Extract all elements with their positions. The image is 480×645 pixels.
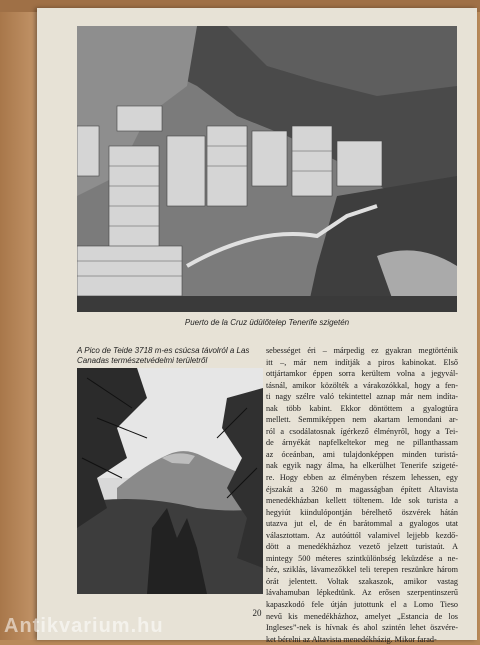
text-line: órát jelentett. Voltak szakaszok, amikor vastag <box>266 576 458 586</box>
photo2-caption: A Pico de Teide 3718 m-es csúcsa távolról a Las Canadas természetvédelmi területről <box>77 346 250 365</box>
text-line: nak több kabint. Ekkor döntöttem a gyalogtúra <box>266 403 458 413</box>
mountain-pines-photo <box>77 368 263 594</box>
text-line: az óceánban, ami tulajdonképpen minden turistá- <box>266 449 458 459</box>
text-line: menedékházban kellett töltenem. Ide sok turista a <box>266 496 458 506</box>
text-line: ottjártamkor éppen sorra kerültem volna a jegyvál- <box>266 369 458 379</box>
text-line: kapaszkodó fele útján jutottunk el a Lomo Tieso <box>266 600 458 610</box>
background-surface <box>0 0 40 640</box>
text-line: hegyiút kiindulópontján bérelhető öszvérek hátán <box>266 507 458 517</box>
text-line: de árnyékát napfelkeltekor meg ne pillanthassam <box>266 438 458 448</box>
text-line: mintegy 500 méteres szintkülönbség leküzdése a ne- <box>266 553 458 563</box>
text-line: itt –, már nem indítják a piros kabinokat. Első <box>266 357 458 367</box>
photo1-caption: Puerto de la Cruz üdülőtelep Tenerife szigetén <box>184 318 350 327</box>
text-line: Ingleses”-nek is hívnak és ahol szintén lehet öszvére- <box>266 623 458 633</box>
city-coast-photo <box>77 26 457 312</box>
watermark: Antikvarium.hu <box>4 615 164 637</box>
page-number: 20 <box>252 608 262 618</box>
text-line: ti nagy szélre való tekintettel aznap már nem indíta- <box>266 392 458 402</box>
text-line: nak egyik nagy álma, ha elkerülhet Tenerife szigeté- <box>266 461 458 471</box>
article-body <box>266 345 458 645</box>
text-line: utazva jut el, de én barátommal a gyalogos utat <box>266 519 458 529</box>
photo-pico-de-teide <box>77 368 263 594</box>
text-line: tásnál, amikor közölték a várakozókkal, hogy a fen- <box>266 380 458 390</box>
text-line: mellett. Semmiképpen nem akartam lemondani ar- <box>266 415 458 425</box>
text-line: nevű kis menedékházhoz, amelyet „Estancia de los <box>266 611 458 621</box>
text-line: re. Hogy ebben az élményben részem lehessen, egy <box>266 473 458 483</box>
text-line: lávahamuban lépkedtünk. Az erősen szerpentinszerű <box>266 588 458 598</box>
text-line: választottam. Az autóúttól valamivel lejjebb kezdő- <box>266 530 458 540</box>
text-line: ket bérelni az Altavista menedékházig. Mikor farad- <box>266 634 437 644</box>
text-line: éjszakát a 3260 m magasságban épített Altavista <box>266 484 458 494</box>
photo-puerto-de-la-cruz <box>77 26 457 312</box>
magazine-page <box>37 8 477 644</box>
text-line: héz, sziklás, lávamezőkkel teli terepen reszünkre három <box>266 565 458 575</box>
text-line: ról a csodálatosnak ígérkező élményről, hogy a Tei- <box>266 426 458 436</box>
text-line: dött a menedékházhoz vezető jelzett turistaút. A <box>266 542 458 552</box>
text-line: sebességet éri – márpedig ez gyakran megtörténik <box>266 346 458 355</box>
